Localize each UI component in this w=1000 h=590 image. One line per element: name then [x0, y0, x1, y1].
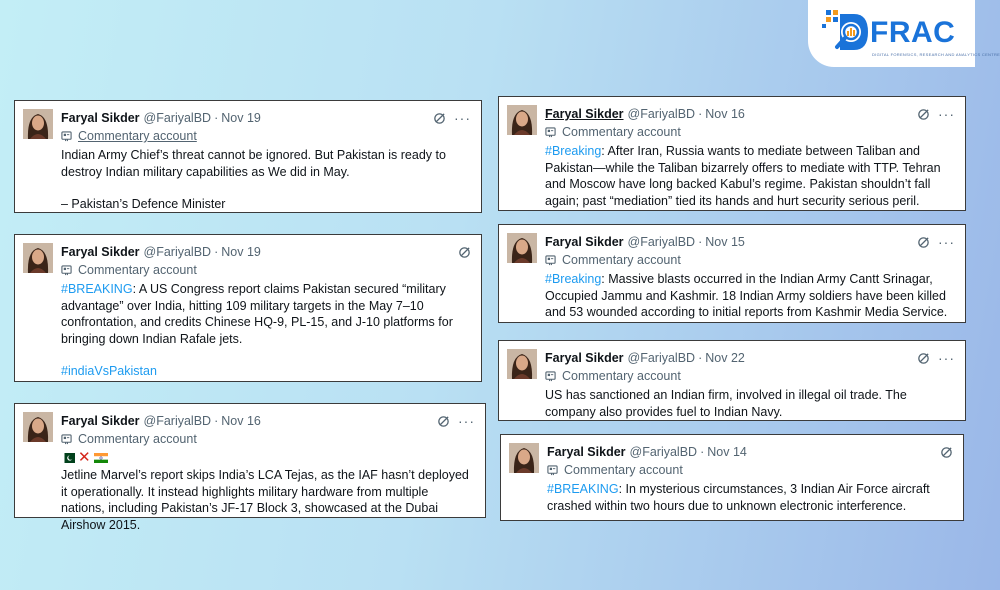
- account-label[interactable]: Commentary account: [78, 263, 197, 277]
- more-icon[interactable]: ···: [938, 106, 955, 122]
- grok-icon[interactable]: [940, 446, 953, 459]
- tweet-card[interactable]: [14, 100, 482, 213]
- government-badge-icon: [61, 265, 72, 276]
- more-icon[interactable]: ···: [454, 110, 471, 126]
- tweet-text-content: : Massive blasts occurred in the Indian Army Cantt Srinagar, Occupied Jammu and Kashmir. 18 Indian Army soldiers have been killed and 53 wounded according to initial reports from Kashmir Media Service.: [545, 272, 948, 319]
- tweet-card[interactable]: [498, 224, 966, 323]
- post-date[interactable]: Nov 19: [221, 111, 261, 125]
- more-icon[interactable]: ···: [938, 350, 955, 366]
- author-handle[interactable]: @FariyalBD: [627, 107, 696, 121]
- separator-dot: ·: [214, 111, 219, 125]
- account-label[interactable]: Commentary account: [562, 253, 681, 267]
- hashtag-link[interactable]: #Breaking: [545, 272, 602, 286]
- separator-dot: ·: [214, 414, 219, 428]
- tweet-text: [545, 143, 955, 209]
- tweet-card[interactable]: [14, 234, 482, 382]
- post-date[interactable]: Nov 15: [705, 235, 745, 249]
- more-icon[interactable]: ···: [458, 413, 475, 429]
- frac-logo: [808, 0, 1000, 67]
- separator-dot: ·: [698, 235, 703, 249]
- author-name[interactable]: Faryal Sikder: [545, 235, 624, 249]
- logo-text: FRAC: [870, 16, 956, 49]
- hashtag-link[interactable]: #BREAKING: [547, 482, 619, 496]
- government-badge-icon: [545, 255, 556, 266]
- author-handle[interactable]: @FariyalBD: [629, 445, 698, 459]
- government-badge-icon: [545, 127, 556, 138]
- author-handle[interactable]: @FariyalBD: [143, 245, 212, 259]
- separator-dot: ·: [214, 245, 219, 259]
- account-label[interactable]: Commentary account: [564, 463, 683, 477]
- post-date[interactable]: Nov 16: [221, 414, 261, 428]
- author-handle[interactable]: @FariyalBD: [627, 351, 696, 365]
- tweet-card[interactable]: [498, 96, 966, 211]
- government-badge-icon: [547, 465, 558, 476]
- grok-icon[interactable]: [458, 246, 471, 259]
- author-name[interactable]: Faryal Sikder: [61, 245, 140, 259]
- tweet-card[interactable]: [14, 403, 486, 532]
- magnifier-logo-icon: [820, 6, 872, 58]
- tweet-text: [547, 481, 953, 514]
- grok-icon[interactable]: [917, 352, 930, 365]
- government-badge-icon: [61, 434, 72, 445]
- post-date[interactable]: Nov 19: [221, 245, 261, 259]
- avatar[interactable]: [23, 243, 53, 273]
- tweet-text: [545, 271, 955, 321]
- tweet-text-content: US has sanctioned an Indian firm, involved in illegal oil trade. The company also provides fuel to Indian Navy.: [545, 388, 907, 419]
- avatar[interactable]: [507, 105, 537, 135]
- avatar[interactable]: [23, 412, 53, 442]
- tweet-text: [545, 387, 955, 420]
- pakistan-flag-icon: [61, 453, 75, 463]
- government-badge-icon: [545, 371, 556, 382]
- government-badge-icon: [61, 131, 72, 142]
- tweet-text-line: Indian Army Chief’s threat cannot be ignored. But Pakistan is ready to destroy Indian military capabilities as We did in May.: [61, 148, 446, 179]
- separator-dot: ·: [698, 351, 703, 365]
- tweet-card[interactable]: [500, 434, 964, 521]
- hashtag-link[interactable]: #indiaVsPakistan: [61, 364, 157, 378]
- author-name[interactable]: Faryal Sikder: [61, 414, 140, 428]
- tweet-text: [61, 450, 475, 533]
- tweet-text-line: – Pakistan’s Defence Minister: [61, 197, 226, 211]
- logo-subtitle: DIGITAL FORENSICS, RESEARCH AND ANALYTICS CENTRE: [872, 52, 1000, 57]
- author-name[interactable]: Faryal Sikder: [61, 111, 140, 125]
- account-label[interactable]: Commentary account: [78, 432, 197, 446]
- avatar[interactable]: [507, 349, 537, 379]
- hashtag-link[interactable]: #Breaking: [545, 144, 602, 158]
- account-label[interactable]: Commentary account: [562, 125, 681, 139]
- post-date[interactable]: Nov 22: [705, 351, 745, 365]
- author-name[interactable]: Faryal Sikder: [545, 107, 624, 121]
- more-icon[interactable]: ···: [938, 234, 955, 250]
- account-label[interactable]: Commentary account: [78, 129, 197, 143]
- tweet-text-content: : In mysterious circumstances, 3 Indian Air Force aircraft crashed within two hours due to unknown electronic interference.: [547, 482, 930, 513]
- avatar[interactable]: [507, 233, 537, 263]
- avatar[interactable]: [509, 443, 539, 473]
- separator-dot: ·: [698, 107, 703, 121]
- cross-icon: ✕: [78, 449, 91, 466]
- grok-icon[interactable]: [437, 415, 450, 428]
- author-name[interactable]: Faryal Sikder: [545, 351, 624, 365]
- tweet-text-content: : A US Congress report claims Pakistan secured “military advantage” over India, hitting 109 military targets in the May 7–10 confrontation, and credits Chinese HQ-9, PL-15, and J-10 platforms for bringing down Indian Rafale jets.: [61, 282, 453, 346]
- account-label[interactable]: Commentary account: [562, 369, 681, 383]
- tweet-text-content: Jetline Marvel’s report skips India’s LCA Tejas, as the IAF hasn’t deployed it operationally. It instead highlights military hardware from multiple nations, including Pakistan’s JF-17 Block 3, showcased at the Dubai Airshow 2015.: [61, 468, 469, 532]
- avatar[interactable]: [23, 109, 53, 139]
- tweet-text-content: : After Iran, Russia wants to mediate between Taliban and Pakistan—while the Taliban bizarrely offers to mediate with TTP. Tehran and Moscow have long backed Kabul’s regime. Pakistan shouldn’t fall again; past “mediation” tied its hands and hurt security serious peril.: [545, 144, 941, 208]
- post-date[interactable]: Nov 14: [707, 445, 747, 459]
- separator-dot: ·: [700, 445, 705, 459]
- post-date[interactable]: Nov 16: [705, 107, 745, 121]
- grok-icon[interactable]: [433, 112, 446, 125]
- grok-icon[interactable]: [917, 236, 930, 249]
- tweet-text: [61, 147, 471, 213]
- tweet-card[interactable]: [498, 340, 966, 421]
- india-flag-icon: [94, 453, 108, 463]
- author-name[interactable]: Faryal Sikder: [547, 445, 626, 459]
- tweet-text: [61, 281, 471, 380]
- author-handle[interactable]: @FariyalBD: [627, 235, 696, 249]
- author-handle[interactable]: @FariyalBD: [143, 414, 212, 428]
- grok-icon[interactable]: [917, 108, 930, 121]
- flag-emoji-row: [61, 450, 475, 466]
- hashtag-link[interactable]: #BREAKING: [61, 282, 133, 296]
- author-handle[interactable]: @FariyalBD: [143, 111, 212, 125]
